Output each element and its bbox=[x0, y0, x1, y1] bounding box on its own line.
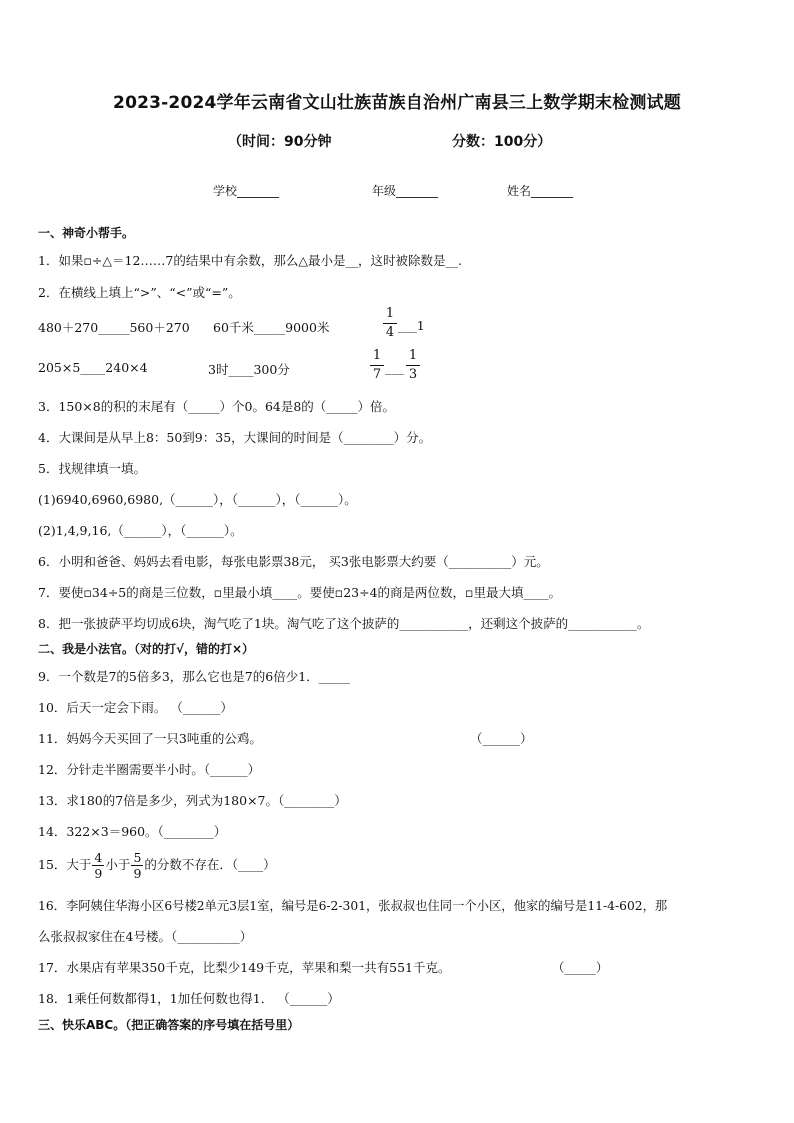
question-5-part-1: (1)6940,6960,6980,（______），（______），（______）。 bbox=[38, 492, 357, 507]
question-15-prefix: 15．大于 bbox=[38, 857, 92, 872]
fraction-one-quarter bbox=[383, 306, 397, 341]
question-6: 6．小明和爸爸、妈妈去看电影，每张电影票38元， 买3张电影票大约要（__________）元。 bbox=[38, 554, 549, 569]
fraction-bar bbox=[370, 365, 384, 366]
fraction-four-ninths bbox=[92, 850, 104, 881]
question-17-answer[interactable]: （_____） bbox=[552, 960, 609, 975]
compare-1b: 60千米_____9000米 bbox=[213, 320, 330, 335]
fraction-denominator: 9 bbox=[133, 866, 142, 881]
question-14: 14．322×3＝960。（________） bbox=[38, 824, 227, 839]
fraction-one-seventh bbox=[370, 348, 384, 383]
question-16: 16．李阿姨住华海小区6号楼2单元3层1室，编号是6-2-301，张叔叔也住同一个小区，他家的编号是11-4-602，那 bbox=[38, 899, 668, 913]
grade-field[interactable]: 年级_______ bbox=[372, 184, 439, 198]
question-7: 7．要使▫34÷5的商是三位数，▫里最小填____。要使▫23÷4的商是两位数，▫里最大填____。 bbox=[38, 585, 562, 600]
section-1-heading: 一、神奇小帮手。 bbox=[38, 226, 135, 240]
compare-2b: 3时____300分 bbox=[208, 362, 290, 377]
compare-1c-rest: ___1 bbox=[398, 318, 425, 333]
fraction-numerator: 1 bbox=[372, 348, 382, 363]
name-field[interactable]: 姓名_______ bbox=[507, 184, 574, 198]
fraction-denominator: 3 bbox=[408, 367, 418, 382]
question-1: 1．如果▫÷△＝12……7的结果中有余数，那么△最小是__，这时被除数是__. bbox=[38, 253, 462, 268]
question-13: 13．求180的7倍是多少，列式为180×7。（________） bbox=[38, 793, 347, 808]
fraction-five-ninths bbox=[131, 850, 143, 881]
question-18: 18．1乘任何数都得1，1加任何数也得1． （______） bbox=[38, 991, 340, 1006]
question-2: 2．在横线上填上“>”、“<”或“=”。 bbox=[38, 285, 241, 300]
question-15-middle: 小于 bbox=[105, 857, 131, 872]
question-17: 17．水果店有苹果350千克，比梨少149千克，苹果和梨一共有551千克。 bbox=[38, 960, 451, 975]
exam-title: 2023-2024学年云南省文山壮族苗族自治州广南县三上数学期末检测试题 bbox=[113, 93, 681, 113]
fraction-denominator: 4 bbox=[385, 325, 395, 340]
compare-2c-blank: ___ bbox=[385, 360, 404, 375]
question-3: 3．150×8的积的末尾有（_____）个0。64是8的（_____）倍。 bbox=[38, 399, 396, 414]
compare-2a: 205×5____240×4 bbox=[38, 360, 148, 375]
question-5-part-2: (2)1,4,9,16,（______），（______）。 bbox=[38, 523, 243, 538]
question-4: 4．大课间是从早上8：50到9：35，大课间的时间是（________）分。 bbox=[38, 430, 432, 445]
question-11-answer[interactable]: （______） bbox=[470, 731, 533, 746]
compare-1a: 480＋270_____560＋270 bbox=[38, 320, 190, 335]
exam-time: （时间：90分钟 bbox=[228, 134, 332, 150]
question-10: 10．后天一定会下雨。 （______） bbox=[38, 700, 233, 715]
question-11: 11．妈妈今天买回了一只3吨重的公鸡。 bbox=[38, 731, 262, 746]
question-8: 8．把一张披萨平均切成6块，淘气吃了1块。淘气吃了这个披萨的___________，还剩这个披萨的___________。 bbox=[38, 616, 650, 631]
fraction-bar bbox=[383, 323, 397, 324]
question-15 bbox=[38, 850, 276, 881]
exam-score: 分数：100分） bbox=[452, 134, 552, 150]
fraction-numerator: 4 bbox=[94, 850, 103, 865]
fraction-denominator: 7 bbox=[372, 367, 382, 382]
fraction-one-third bbox=[406, 348, 420, 383]
question-15-suffix: 的分数不存在．（____） bbox=[144, 857, 276, 872]
section-3-heading: 三、快乐ABC。（把正确答案的序号填在括号里） bbox=[38, 1018, 300, 1032]
fraction-denominator: 9 bbox=[94, 866, 103, 881]
section-2-heading: 二、我是小法官。（对的打√，错的打×） bbox=[38, 642, 255, 656]
fraction-numerator: 1 bbox=[385, 306, 395, 321]
question-16-continued: 么张叔叔家住在4号楼。（__________） bbox=[38, 929, 253, 944]
question-9: 9．一个数是7的5倍多3，那么它也是7的6倍少1．_____ bbox=[38, 669, 350, 684]
fraction-numerator: 5 bbox=[133, 850, 142, 865]
question-5: 5．找规律填一填。 bbox=[38, 461, 146, 476]
fraction-bar bbox=[406, 365, 420, 366]
question-12: 12．分针走半圈需要半小时。（______） bbox=[38, 762, 261, 777]
school-field[interactable]: 学校_______ bbox=[213, 184, 280, 198]
fraction-numerator: 1 bbox=[408, 348, 418, 363]
